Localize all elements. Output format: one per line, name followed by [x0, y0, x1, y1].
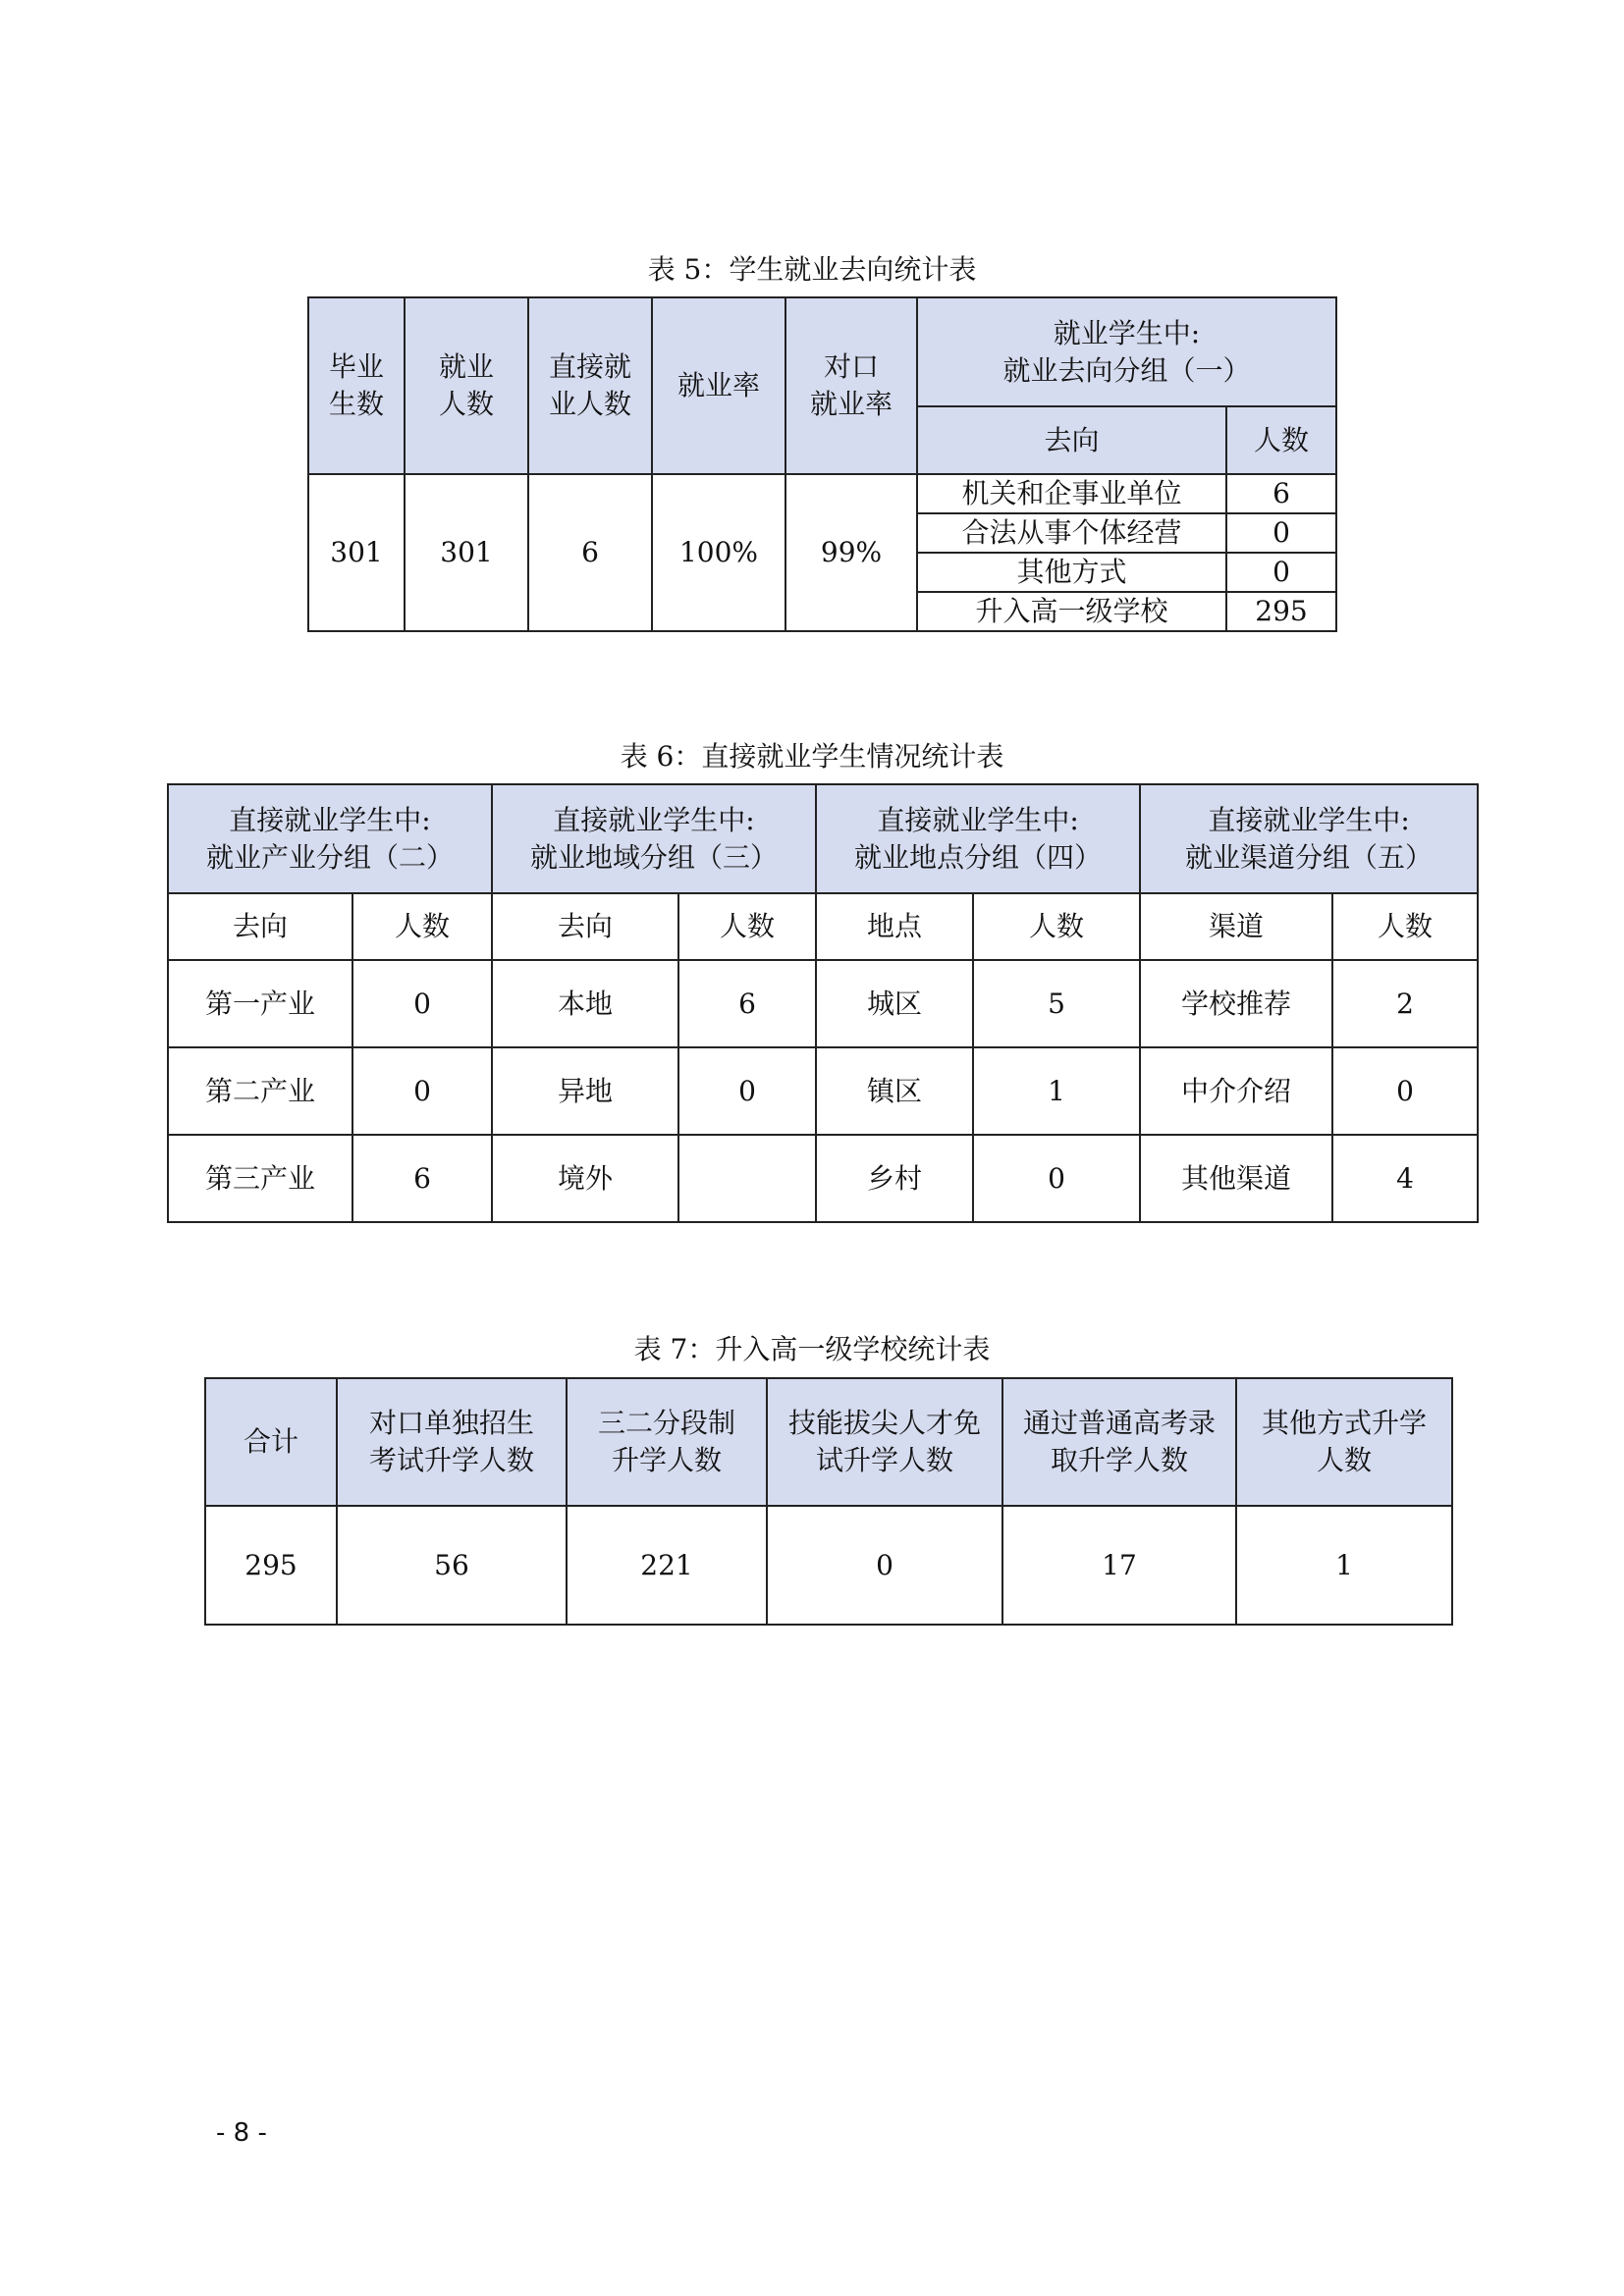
- header-direct-employed: 直接就 业人数: [528, 297, 652, 474]
- table7-caption: 表 7：升入高一级学校统计表: [633, 1333, 991, 1365]
- table-cell: 镇区: [816, 1047, 973, 1135]
- header-employed: 就业 人数: [405, 297, 528, 474]
- value-total: 295: [205, 1506, 337, 1625]
- destination-count: 6: [1226, 474, 1336, 513]
- table-cell: 2: [1332, 960, 1478, 1047]
- table-cell: 本地: [492, 960, 678, 1047]
- subheader-destination: 去向: [168, 893, 352, 960]
- destination-count: 295: [1226, 592, 1336, 631]
- table-cell: 乡村: [816, 1135, 973, 1222]
- header-three-two: 三二分段制 升学人数: [567, 1378, 767, 1506]
- table-cell: 异地: [492, 1047, 678, 1135]
- destination-label: 升入高一级学校: [917, 592, 1226, 631]
- table5: [307, 296, 1337, 632]
- subheader-count: 人数: [973, 893, 1140, 960]
- table-cell: 第二产业: [168, 1047, 352, 1135]
- header-graduates: 毕业 生数: [308, 297, 405, 474]
- header-count: 人数: [1226, 406, 1336, 474]
- value-three-two: 221: [567, 1506, 767, 1625]
- subheader-channel: 渠道: [1140, 893, 1332, 960]
- value-separate-exam: 56: [337, 1506, 567, 1625]
- table-cell: 中介介绍: [1140, 1047, 1332, 1135]
- table-cell: 其他渠道: [1140, 1135, 1332, 1222]
- value-employed: 301: [405, 474, 528, 631]
- table7: [204, 1377, 1453, 1626]
- destination-count: 0: [1226, 513, 1336, 553]
- header-total: 合计: [205, 1378, 337, 1506]
- table-cell: 4: [1332, 1135, 1478, 1222]
- table-cell: 5: [973, 960, 1140, 1047]
- header-destination: 去向: [917, 406, 1226, 474]
- header-destination-group: 就业学生中: 就业去向分组（一）: [917, 297, 1336, 406]
- value-graduates: 301: [308, 474, 405, 631]
- table6-caption: 表 6：直接就业学生情况统计表: [620, 740, 1004, 773]
- destination-label: 合法从事个体经营: [917, 513, 1226, 553]
- table-cell: 境外: [492, 1135, 678, 1222]
- subheader-count: 人数: [1332, 893, 1478, 960]
- value-other: 1: [1236, 1506, 1452, 1625]
- value-direct-employed: 6: [528, 474, 652, 631]
- value-skill-exempt: 0: [767, 1506, 1002, 1625]
- header-matched-rate: 对口 就业率: [785, 297, 917, 474]
- page-number: - 8 -: [216, 2118, 267, 2148]
- group-header-region: 直接就业学生中: 就业地域分组（三）: [492, 784, 816, 893]
- table-cell: 0: [973, 1135, 1140, 1222]
- table6: [167, 783, 1479, 1223]
- group-header-channel: 直接就业学生中: 就业渠道分组（五）: [1140, 784, 1478, 893]
- table-cell: 0: [1332, 1047, 1478, 1135]
- table-cell: [678, 1135, 816, 1222]
- group-header-location: 直接就业学生中: 就业地点分组（四）: [816, 784, 1140, 893]
- destination-count: 0: [1226, 553, 1336, 592]
- table5-caption: 表 5：学生就业去向统计表: [647, 253, 977, 286]
- table-cell: 0: [352, 1047, 492, 1135]
- group-header-industry: 直接就业学生中: 就业产业分组（二）: [168, 784, 492, 893]
- subheader-count: 人数: [678, 893, 816, 960]
- destination-label: 其他方式: [917, 553, 1226, 592]
- header-other: 其他方式升学 人数: [1236, 1378, 1452, 1506]
- subheader-destination: 去向: [492, 893, 678, 960]
- value-employment-rate: 100%: [652, 474, 785, 631]
- value-gaokao: 17: [1002, 1506, 1236, 1625]
- table-cell: 0: [352, 960, 492, 1047]
- table-cell: 1: [973, 1047, 1140, 1135]
- value-matched-rate: 99%: [785, 474, 917, 631]
- header-employment-rate: 就业率: [652, 297, 785, 474]
- table-cell: 城区: [816, 960, 973, 1047]
- header-separate-exam: 对口单独招生 考试升学人数: [337, 1378, 567, 1506]
- table-cell: 0: [678, 1047, 816, 1135]
- table-cell: 6: [352, 1135, 492, 1222]
- table-cell: 第三产业: [168, 1135, 352, 1222]
- header-skill-exempt: 技能拔尖人才免 试升学人数: [767, 1378, 1002, 1506]
- subheader-location: 地点: [816, 893, 973, 960]
- table-cell: 6: [678, 960, 816, 1047]
- header-gaokao: 通过普通高考录 取升学人数: [1002, 1378, 1236, 1506]
- destination-label: 机关和企事业单位: [917, 474, 1226, 513]
- subheader-count: 人数: [352, 893, 492, 960]
- table-cell: 学校推荐: [1140, 960, 1332, 1047]
- table-cell: 第一产业: [168, 960, 352, 1047]
